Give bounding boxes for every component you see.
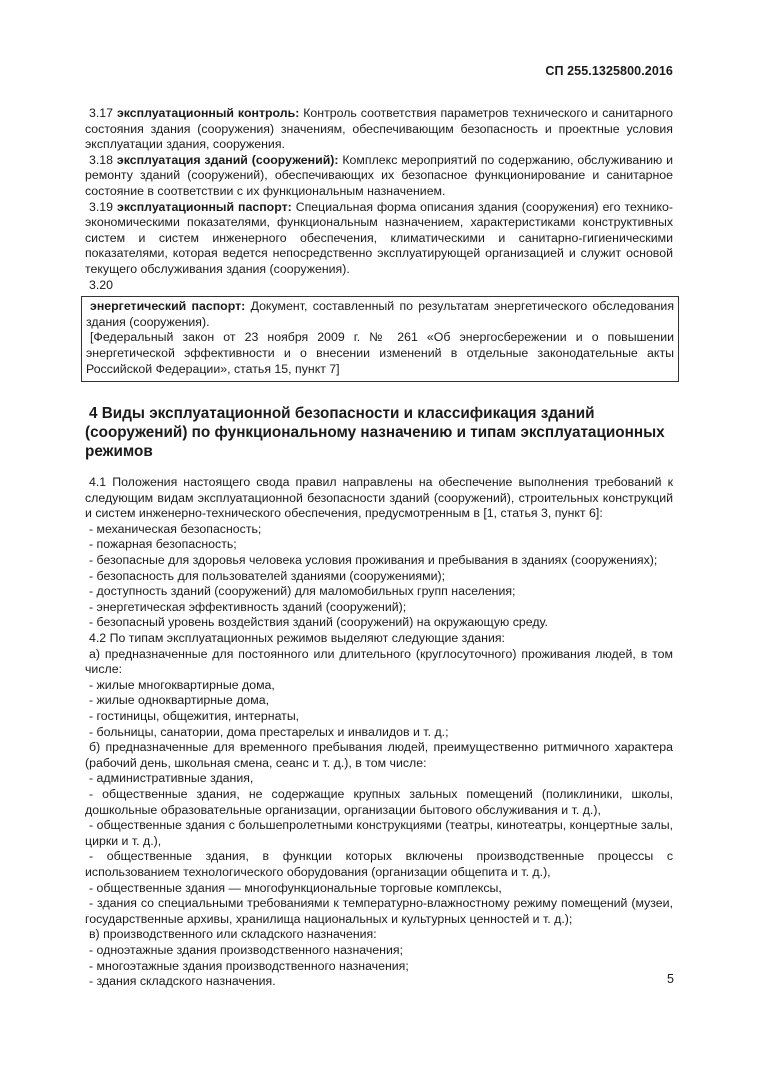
term-number: 3.19 xyxy=(89,199,114,214)
list-item: - безопасные для здоровья человека условия проживания и пребывания в зданиях (сооружениях); xyxy=(89,553,658,568)
list-item: - здания складского назначения. xyxy=(89,974,276,989)
definition-3-18 xyxy=(85,153,673,200)
term-number: 3.17 xyxy=(89,106,114,120)
page-number: 5 xyxy=(667,972,674,986)
definition-3-20-box xyxy=(81,296,679,382)
list-item: - административные здания, xyxy=(89,771,254,786)
temporary-stay-list xyxy=(85,771,673,927)
definition-source: [Федеральный закон от 23 ноября 2009 г. № 261 «Об энергосбережении и о повышении энергетической эффективности и о внесении изменений в отдельные законодательные акты Российской Федерации», статья 15, пункт 7] xyxy=(86,330,674,376)
term-definition: Контроль соответствия параметров технического и санитарного состояния здания (сооружения) значениям, обеспечивающим безопасность и проектные условия эксплуатации здания, сооружения. xyxy=(85,106,673,152)
term-name: эксплуатация зданий (сооружений): xyxy=(116,152,339,167)
list-item: - общественные здания с большепролетными конструкциями (театры, кинотеатры, концертные залы, цирки и т. д.), xyxy=(85,818,673,848)
list-item: - гостиницы, общежития, интернаты, xyxy=(89,709,300,723)
term-number-3-20: 3.20 xyxy=(89,277,114,292)
list-item: - безопасный уровень воздействия зданий (сооружений) на окружающую среду. xyxy=(89,615,548,630)
list-item: - общественные здания, в функции которых включены производственные процессы с использованием технологического оборудования (организации общепита и т. д.), xyxy=(85,849,673,879)
list-item: - общественные здания, не содержащие крупных зальных помещений (поликлиники, школы, дошкольные образовательные организации, организации бытового обслуживания и т. д.), xyxy=(85,786,673,817)
section-4-heading: 4 Виды эксплуатационной безопасности и классификация зданий (сооружений) по функциональному назначению и типам эксплуатационных режимов xyxy=(85,405,665,461)
clause-4-1: 4.1 Положения настоящего свода правил направлены на обеспечение выполнения требований к следующим видам эксплуатационной безопасности зданий (сооружений), строительных конструкций и систем инженерно-технического обеспечения, предусмотренным в [1, статья 3, пункт 6]: xyxy=(85,475,673,521)
document-code: СП 255.1325800.2016 xyxy=(545,64,673,78)
list-item: - больницы, санатории, дома престарелых и инвалидов и т. д.; xyxy=(89,724,449,739)
list-item: - механическая безопасность; xyxy=(89,521,262,536)
list-item: - пожарная безопасность; xyxy=(89,537,237,552)
clause-4-2: 4.2 По типам эксплуатационных режимов выделяют следующие здания: xyxy=(89,631,505,646)
list-item: - жилые многоквартирные дома, xyxy=(89,677,275,692)
industrial-list xyxy=(85,943,673,990)
list-item: - многоэтажные здания производственного назначения; xyxy=(89,958,409,973)
clause-4-2-b: б) предназначенные для временного пребывания людей, преимущественно ритмичного характера (рабочий день, школьная смена, сеанс и т. д.), в том числе: xyxy=(85,740,673,770)
list-item: - жилые одноквартирные дома, xyxy=(89,693,270,708)
term-definition: Специальная форма описания здания (сооружения) его технико-экономическими показателями, функциональным назначением, характеристиками конструктивных систем и систем инженерного обеспечения, климатическими и санитарно-гигиеническими показателями, которая ведется непосредственно эксплуатирующей организацией и служит основой текущего обслуживания здания (сооружения). xyxy=(85,199,673,276)
term-number: 3.18 xyxy=(89,152,114,167)
term-definition: Документ, составленный по результатам энергетического обследования здания (сооружения). xyxy=(86,299,674,329)
term-name: эксплуатационный контроль: xyxy=(116,106,300,120)
safety-types-list xyxy=(85,522,673,631)
list-item: - доступность зданий (сооружений) для маломобильных групп населения; xyxy=(89,584,516,599)
list-item: - безопасность для пользователей зданиями (сооружениями); xyxy=(89,568,446,583)
definition-3-20 xyxy=(86,299,674,330)
list-item: - здания со специальными требованиями к температурно-влажностному режиму помещений (музеи, государственные архивы, хранилища национальных и культурных ценностей и т. д.); xyxy=(85,896,673,926)
clause-4-2-a: а) предназначенные для постоянного или длительного (круглосуточного) проживания людей, в том числе: xyxy=(85,646,673,677)
list-item: - энергетическая эффективность зданий (сооружений); xyxy=(89,599,407,614)
term-name: эксплуатационный паспорт: xyxy=(117,199,292,214)
clause-4-2-c: в) производственного или складского назначения: xyxy=(89,927,377,942)
term-name: энергетический паспорт: xyxy=(90,299,246,314)
page-content xyxy=(85,106,673,990)
list-item: - общественные здания — многофункциональные торговые комплексы, xyxy=(89,880,502,895)
definition-3-17 xyxy=(85,106,673,153)
definition-3-19 xyxy=(85,200,673,278)
list-item: - одноэтажные здания производственного назначения; xyxy=(89,942,403,957)
residential-list xyxy=(85,678,673,740)
term-definition: Комплекс мероприятий по содержанию, обслуживанию и ремонту зданий (сооружений), обеспечивающих их безопасное функционирование и санитарное состояние в соответствии с их функциональным назначением. xyxy=(85,152,673,198)
